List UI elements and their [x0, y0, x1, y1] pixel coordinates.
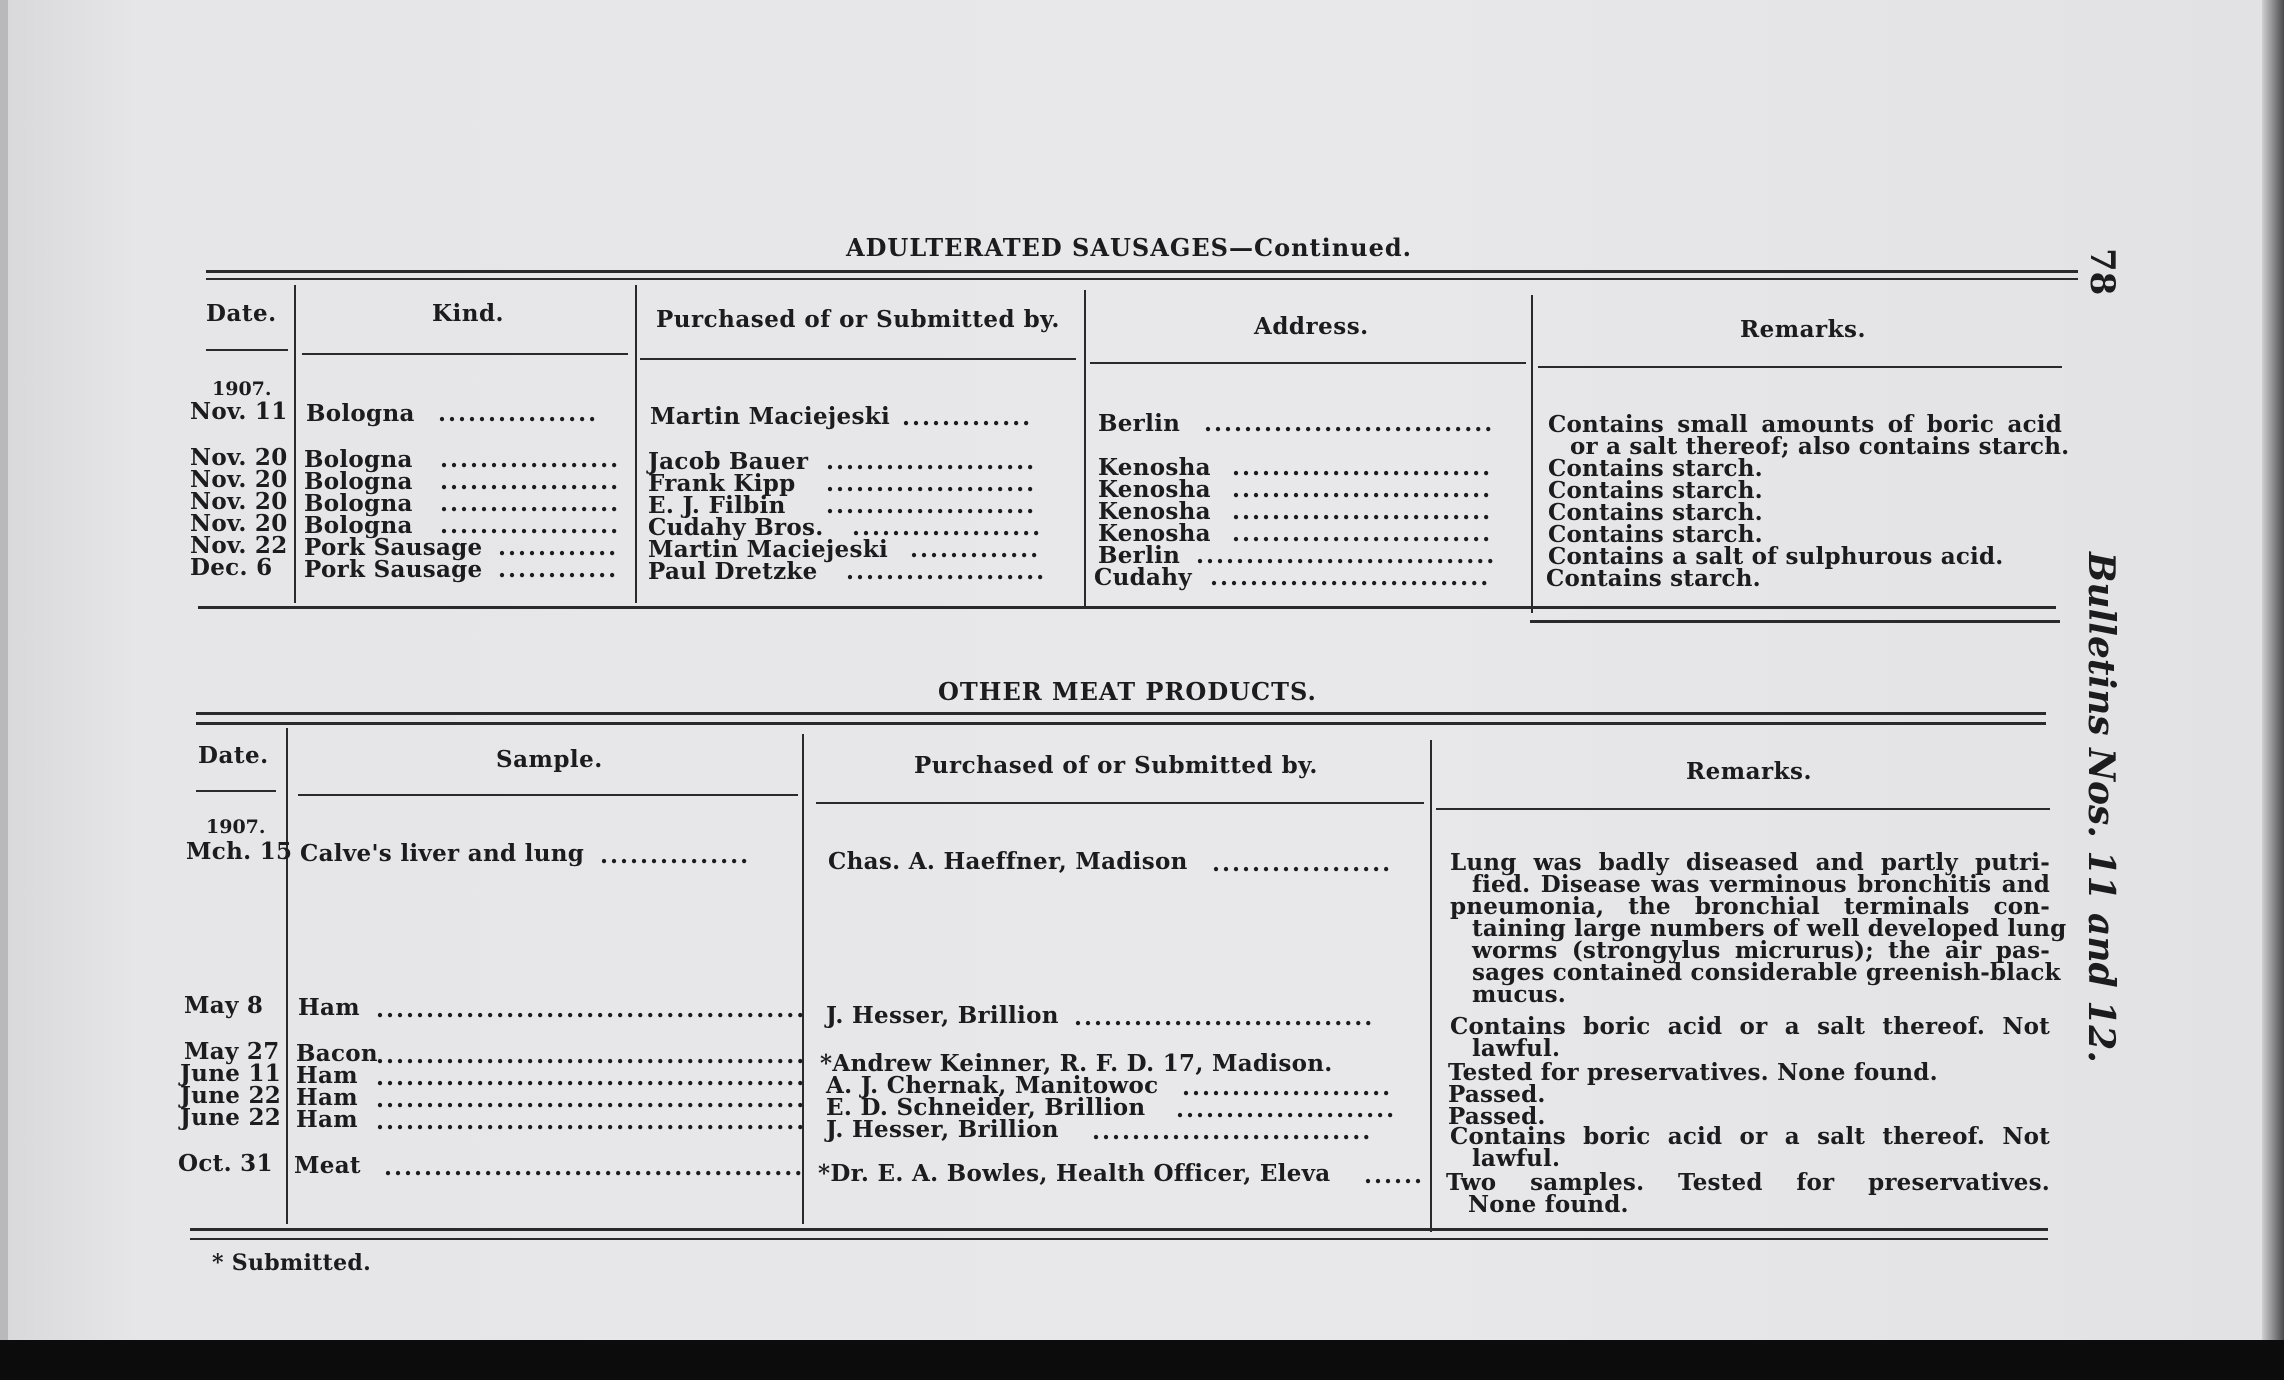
cell-remarks: Passed.: [1448, 1081, 1546, 1108]
cell-purchased: Jacob Bauer: [648, 448, 809, 475]
cell-date: Nov. 11: [190, 398, 288, 425]
leader-dots: .....................: [826, 470, 1037, 497]
cell-sample: Meat: [294, 1152, 361, 1179]
page-left-edge: [0, 0, 8, 1340]
cell-address: Berlin: [1098, 542, 1181, 569]
cell-purchased: *Dr. E. A. Bowles, Health Officer, Eleva: [818, 1160, 1331, 1187]
cell-address: Kenosha: [1098, 498, 1211, 525]
cell-address: Berlin: [1098, 410, 1181, 437]
leader-dots: ..........................: [1232, 520, 1493, 547]
table-bottom-rule-right: [1530, 620, 2060, 623]
cell-purchased: E. D. Schneider, Brillion: [826, 1094, 1146, 1121]
leader-dots: ..........................: [1232, 454, 1493, 481]
cell-kind: Pork Sausage: [304, 556, 483, 583]
column-divider: [294, 285, 296, 603]
year-label: 1907.: [212, 378, 272, 400]
header-underline: [298, 794, 798, 796]
cell-remarks: Contains starch.: [1546, 565, 1761, 592]
leader-dots: ..................: [1212, 850, 1393, 877]
leader-dots: ......................: [1176, 1096, 1397, 1123]
leader-dots: ..................: [440, 490, 621, 517]
cell-remarks: Two samples. Tested for preservatives. None found.: [1446, 1169, 2050, 1218]
leader-dots: ..................: [440, 468, 621, 495]
cell-purchased: Martin Maciejeski: [648, 536, 888, 563]
cell-address: Kenosha: [1098, 454, 1211, 481]
cell-kind: Pork Sausage: [304, 534, 483, 561]
cell-kind: Bologna: [304, 512, 413, 539]
header-underline: [206, 349, 288, 351]
cell-kind: Bologna: [306, 400, 415, 427]
leader-dots: ..............................: [1074, 1004, 1375, 1031]
page-number: 78: [2082, 248, 2122, 296]
column-divider: [1084, 290, 1086, 608]
table-bottom-rule: [198, 606, 2056, 609]
leader-dots: ..........................: [1232, 476, 1493, 503]
cell-date: Nov. 20: [190, 466, 288, 493]
leader-dots: .....................: [1182, 1074, 1393, 1101]
cell-address: Kenosha: [1098, 520, 1211, 547]
cell-remarks: Contains starch.: [1548, 477, 1763, 504]
header-underline: [1436, 808, 2050, 810]
cell-remarks: Contains starch.: [1548, 499, 1763, 526]
header-date: Date.: [206, 300, 277, 327]
leader-dots: .............: [902, 404, 1033, 431]
table-bottom-rule: [190, 1228, 2048, 1231]
cell-remarks: Contains starch.: [1548, 521, 1763, 548]
leader-dots: ...........................................: [376, 996, 807, 1023]
cell-date: June 22: [180, 1082, 282, 1109]
cell-purchased: J. Hesser, Brillion: [826, 1116, 1059, 1143]
cell-date: Dec. 6: [190, 554, 273, 581]
year-label: 1907.: [206, 816, 266, 838]
table-top-rule: [196, 712, 2046, 715]
header-underline: [196, 790, 276, 792]
leader-dots: .............: [910, 536, 1041, 563]
cell-date: May 27: [184, 1038, 280, 1065]
leader-dots: ..........................: [1232, 498, 1493, 525]
cell-date: Mch. 15: [186, 838, 293, 865]
table-top-rule-2: [196, 722, 2046, 725]
cell-remarks: Contains a salt of sulphurous acid.: [1548, 543, 2004, 570]
cell-purchased: J. Hesser, Brillion: [826, 1002, 1059, 1029]
table-top-rule: [206, 270, 2078, 273]
leader-dots: ............................: [1092, 1118, 1373, 1145]
cell-date: June 11: [180, 1060, 282, 1087]
leader-dots: ...............: [600, 842, 751, 869]
cell-address: Cudahy: [1094, 564, 1192, 591]
leader-dots: ............: [498, 556, 619, 583]
leader-dots: ...........................................: [376, 1064, 807, 1091]
cell-sample: Ham: [298, 994, 360, 1021]
header-kind: Kind.: [432, 300, 505, 327]
leader-dots: .....................: [826, 492, 1037, 519]
cell-kind: Bologna: [304, 446, 413, 473]
leader-dots: ......: [1364, 1162, 1425, 1189]
leader-dots: ............................: [1210, 564, 1491, 591]
header-address: Address.: [1254, 313, 1369, 340]
header-underline: [816, 802, 1424, 804]
header-underline: [1090, 362, 1526, 364]
cell-date: Oct. 31: [178, 1150, 273, 1177]
cell-kind: Bologna: [304, 490, 413, 517]
page-right-edge: [2262, 0, 2284, 1340]
column-divider: [635, 285, 637, 603]
column-divider: [802, 734, 804, 1224]
header-purchased: Purchased of or Submitted by.: [914, 752, 1318, 779]
leader-dots: .............................: [1204, 410, 1495, 437]
cell-remarks: Contains small amounts of boric acid or a salt thereof; also contains starch.: [1548, 411, 2070, 460]
header-remarks: Remarks.: [1686, 758, 1812, 785]
cell-sample: Calve's liver and lung: [300, 840, 585, 867]
cell-date: Nov. 20: [190, 510, 288, 537]
cell-sample: Ham: [296, 1084, 358, 1111]
cell-remarks: Passed.: [1448, 1103, 1546, 1130]
header-underline: [1538, 366, 2062, 368]
cell-date: Nov. 22: [190, 532, 288, 559]
cell-purchased: Martin Maciejeski: [650, 403, 890, 430]
table-top-rule-2: [206, 278, 2078, 280]
cell-sample: Bacon: [296, 1040, 378, 1067]
column-divider: [1531, 295, 1533, 613]
header-remarks: Remarks.: [1740, 316, 1866, 343]
header-sample: Sample.: [496, 746, 603, 773]
header-date: Date.: [198, 742, 269, 769]
column-divider: [1430, 740, 1432, 1232]
section-title-meat: OTHER MEAT PRODUCTS.: [938, 677, 1317, 706]
cell-purchased: A. J. Chernak, Manitowoc: [826, 1072, 1159, 1099]
column-divider: [286, 728, 288, 1224]
leader-dots: ...........................................: [376, 1086, 807, 1113]
cell-date: May 8: [184, 992, 264, 1019]
running-title: Bulletins Nos. 11 and 12.: [2080, 552, 2122, 1063]
cell-date: Nov. 20: [190, 488, 288, 515]
footnote: * Submitted.: [212, 1250, 372, 1276]
leader-dots: .....................: [826, 448, 1037, 475]
cell-remarks: Lung was badly diseased and partly putri- fied. Disease was verminous bronchitis and pneumonia, the bronchial terminals con- taining large numbers of well developed lung worms (strongylus micrurus); the air pas- sages contained considerable greenish-black mucus.: [1450, 849, 2067, 1008]
leader-dots: ................: [438, 400, 599, 427]
cell-remarks: Contains boric acid or a salt thereof. Not lawful.: [1450, 1123, 2050, 1172]
header-purchased: Purchased of or Submitted by.: [656, 306, 1060, 333]
cell-purchased: Chas. A. Haeffner, Madison: [828, 848, 1188, 875]
cell-sample: Ham: [296, 1062, 358, 1089]
cell-kind: Bologna: [304, 468, 413, 495]
header-underline: [640, 358, 1076, 360]
cell-sample: Ham: [296, 1106, 358, 1133]
leader-dots: ..........................................: [384, 1154, 805, 1181]
cell-purchased: Paul Dretzke: [648, 558, 818, 585]
leader-dots: ............: [498, 534, 619, 561]
cell-purchased: Cudahy Bros.: [648, 514, 824, 541]
cell-purchased: E. J. Filbin: [648, 492, 786, 519]
leader-dots: ...........................................: [376, 1108, 807, 1135]
leader-dots: ....................: [846, 558, 1047, 585]
cell-remarks: Contains boric acid or a salt thereof. Not lawful.: [1450, 1013, 2050, 1062]
header-underline: [302, 353, 628, 355]
section-title-sausages: ADULTERATED SAUSAGES—Continued.: [846, 233, 1413, 262]
cell-date: June 22: [180, 1104, 282, 1131]
cell-remarks: Tested for preservatives. None found.: [1448, 1059, 1938, 1086]
table-bottom-rule-2: [190, 1238, 2048, 1240]
cell-purchased: Frank Kipp: [648, 470, 796, 497]
leader-dots: ..................: [440, 512, 621, 539]
cell-address: Kenosha: [1098, 476, 1211, 503]
leader-dots: ...................: [852, 514, 1043, 541]
cell-remarks: Contains starch.: [1548, 455, 1763, 482]
leader-dots: ..............................: [1196, 542, 1497, 569]
leader-dots: ..................: [440, 446, 621, 473]
leader-dots: ...........................................: [376, 1042, 807, 1069]
cell-purchased: *Andrew Keinner, R. F. D. 17, Madison.: [820, 1050, 1333, 1077]
scan-bottom-border: [0, 1340, 2284, 1380]
cell-date: Nov. 20: [190, 444, 288, 471]
